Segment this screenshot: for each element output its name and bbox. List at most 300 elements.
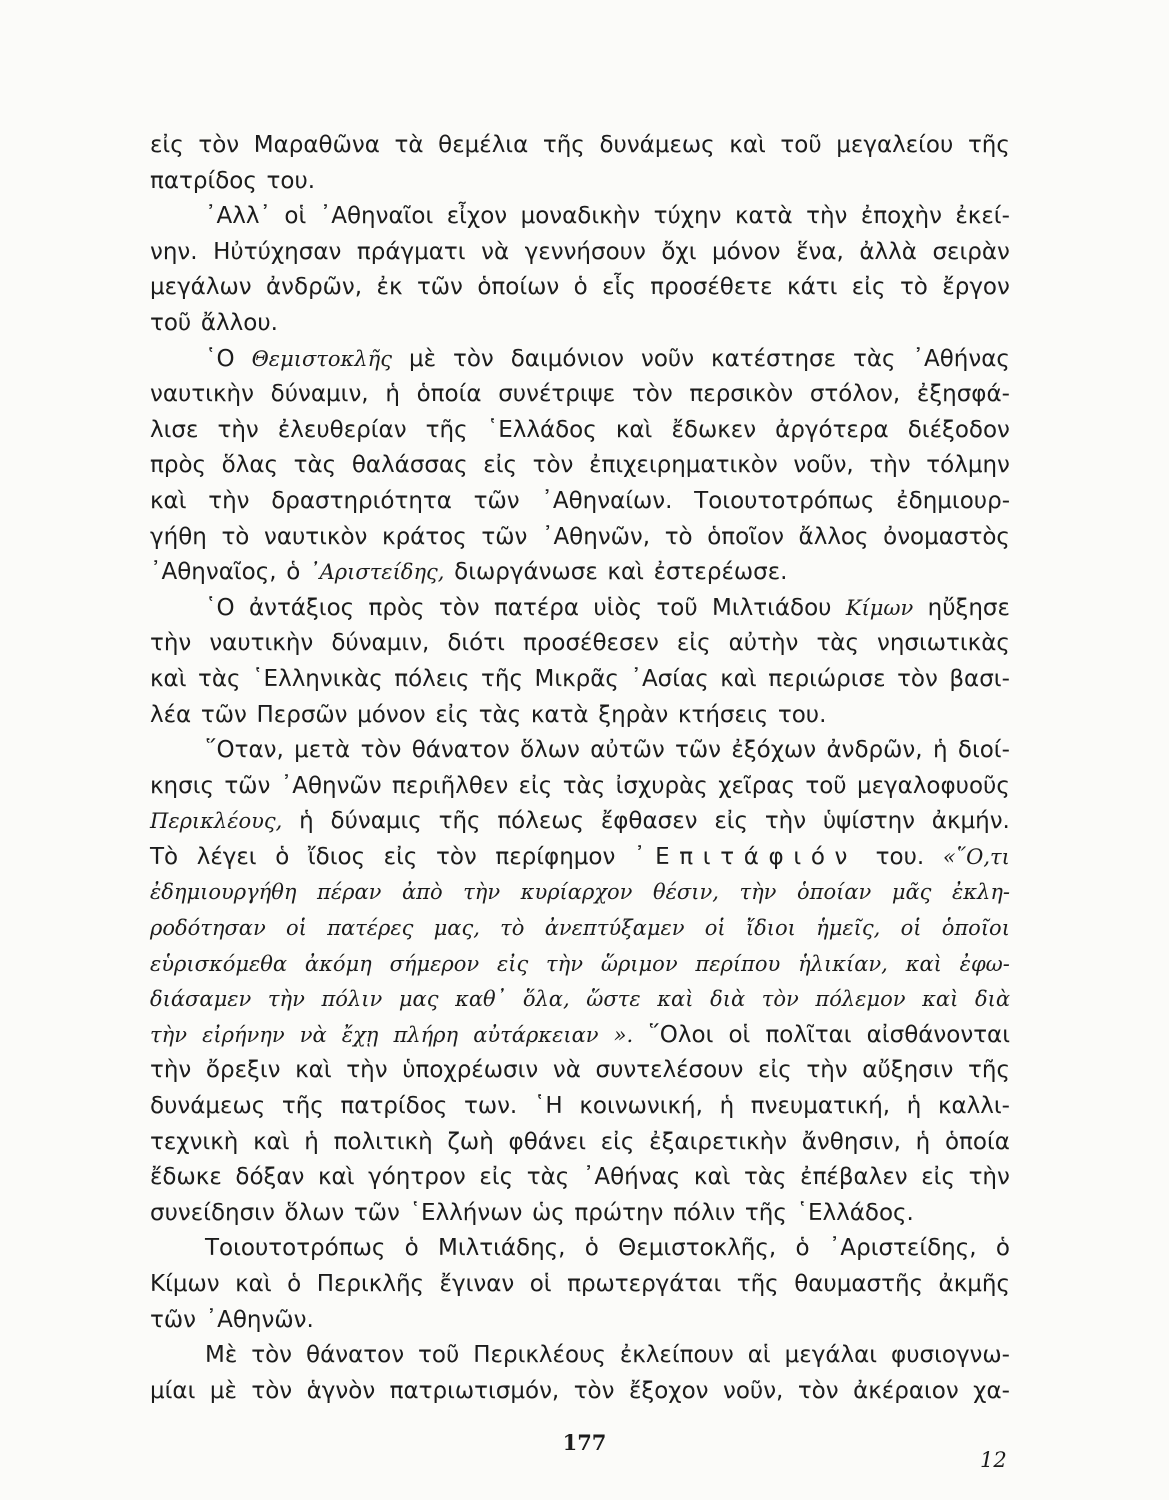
word: τὸν — [360, 737, 402, 764]
word: ὁποῖοι — [941, 916, 1010, 941]
word: θαλάσσας — [351, 452, 468, 479]
word: τὴν — [150, 1057, 192, 1084]
word: πόλεως — [497, 808, 585, 835]
word: εἰρήνην — [202, 1022, 285, 1047]
word: ζωὴ — [447, 1128, 494, 1155]
word: καὶ — [295, 1057, 332, 1084]
word: καθ᾿ — [455, 987, 507, 1012]
word: πρώτην — [574, 1199, 664, 1226]
word: ἐξόχων — [731, 737, 817, 764]
word: ἐδημιουργήθη — [150, 880, 297, 905]
word: καὶ — [693, 1164, 731, 1191]
word: καὶ — [318, 1164, 355, 1191]
word: διὰ — [974, 987, 1010, 1012]
word: ἁγνὸν — [306, 1377, 376, 1404]
word: ᾿Αθηναίων. — [541, 487, 673, 514]
word: εἰς — [676, 630, 711, 657]
word: ὥριμον — [600, 951, 678, 976]
word: θαυμαστῆς — [794, 1271, 924, 1297]
word: πνευματική, — [750, 1093, 891, 1120]
word: τὴν — [346, 1057, 388, 1084]
word: τῆς — [425, 416, 468, 443]
word: πολῖται — [765, 1021, 852, 1048]
word: τῶν — [224, 772, 271, 799]
word: εὑρισκόμεθα — [150, 951, 288, 976]
word: μὲ — [209, 1377, 237, 1404]
word: τὸ — [899, 274, 928, 301]
word: ὁ — [795, 1235, 810, 1262]
word: ». — [613, 1022, 634, 1047]
word: καὶ — [905, 951, 942, 976]
word: εἰς — [496, 951, 529, 976]
word: ῾Ελλάδος — [486, 416, 597, 443]
word: ᾿Αθηναῖος, — [150, 559, 277, 586]
word: δυνάμεως — [150, 1093, 266, 1120]
text-line — [150, 164, 1010, 200]
word: εἰς — [714, 808, 749, 835]
word: ὁ — [275, 843, 290, 870]
word: καὶ — [922, 987, 959, 1012]
word: αὐτάρκειαν — [473, 1022, 599, 1047]
word: του. — [777, 701, 827, 728]
word: μόνον — [357, 701, 426, 728]
word: τόλμην — [926, 452, 1010, 479]
word: λέα — [150, 701, 192, 728]
text-line — [150, 199, 1010, 235]
text-line — [150, 804, 1010, 840]
word: τὴν — [806, 203, 848, 230]
word: πόλεμον — [815, 987, 906, 1012]
word: ὑψίστην — [822, 808, 915, 835]
word: διὰ — [710, 987, 746, 1012]
word: εἰς — [758, 1057, 792, 1084]
word: κάτι — [787, 274, 838, 301]
word: ᾿Αθηνῶν — [280, 772, 382, 799]
word: ἐφω- — [959, 951, 1010, 976]
text-line — [150, 520, 1010, 556]
word: ἰσχυρὰς — [615, 772, 708, 799]
word: νοῦν — [640, 345, 695, 372]
word: ἡ — [304, 1128, 319, 1155]
word: ὁποῖον — [707, 523, 784, 550]
word: θάνατον — [411, 737, 510, 764]
word: τύχην — [653, 203, 722, 230]
text-line — [150, 484, 1010, 520]
word: ναυτικὴν — [150, 381, 254, 408]
word: οἱ — [286, 916, 307, 941]
word: θεμέλια — [438, 132, 529, 158]
word: ἄλλου. — [200, 309, 278, 336]
word: αὐτῶν — [590, 737, 665, 764]
word: μας — [398, 987, 439, 1012]
word: εἰς — [851, 274, 886, 301]
word: ἔξοχον — [628, 1377, 709, 1404]
word: χεῖρας — [718, 772, 795, 799]
word: τὸ — [500, 916, 525, 941]
word: Μαραθῶνα — [253, 132, 380, 158]
word: δύναμις — [330, 808, 422, 835]
word: πολιτικὴ — [333, 1128, 433, 1155]
word: ὁποίων — [477, 274, 560, 301]
word: Μὲ — [205, 1342, 238, 1369]
word: θέσιν, — [653, 880, 719, 905]
word: τὴν — [869, 452, 911, 479]
word: ναυτικὴν — [209, 630, 314, 657]
text-line — [150, 1160, 1010, 1196]
word: κατὰ — [530, 701, 589, 728]
word: πατρίδος — [340, 1093, 448, 1120]
word: ἀπὸ — [401, 880, 443, 905]
word: ξηρὰν — [598, 701, 669, 728]
word: οἱ — [704, 916, 726, 941]
word: τὴν — [764, 808, 807, 835]
text-line — [150, 840, 1010, 876]
word: κησις — [150, 772, 214, 799]
word: τὰ — [394, 132, 424, 158]
word: δύναμιν, — [270, 381, 369, 408]
word: εἰς — [383, 843, 418, 870]
word: πρὸς — [368, 594, 425, 621]
word: ἔδωκεν — [671, 416, 757, 443]
word: του. — [266, 167, 316, 194]
word: νὰ — [481, 238, 510, 265]
word: ᾿Αθηνῶν. — [205, 1306, 314, 1333]
word: καὶ — [253, 1128, 290, 1155]
page-number: 177 — [562, 1430, 607, 1455]
word: διωργάνωσε — [454, 559, 598, 586]
text-line — [150, 448, 1010, 484]
word: ἀκμήν. — [931, 808, 1010, 835]
word: τὸν — [435, 843, 477, 870]
word: ὅλων — [520, 737, 580, 764]
text-line — [150, 875, 1010, 911]
word: τῆς — [438, 808, 481, 835]
word: μεγάλων — [150, 274, 252, 301]
word: διάσαμεν — [150, 987, 252, 1012]
word: ἐδημιουρ- — [896, 487, 1010, 514]
word: τοῦ — [150, 309, 192, 336]
word: αὔξησιν — [862, 1057, 954, 1084]
word: πόλιν — [321, 987, 383, 1012]
word: τὰς — [816, 630, 859, 657]
word: ῞Οταν, — [205, 737, 284, 764]
word: τὰς — [562, 772, 606, 799]
word: τῶν — [675, 737, 722, 764]
word: συντελέσουν — [595, 1057, 744, 1084]
word: τὴν — [267, 987, 305, 1012]
word: τοῦ — [780, 132, 822, 158]
word: μοναδικὴν — [520, 203, 641, 230]
word: κοινωνική, — [579, 1093, 703, 1120]
word: οἱ — [284, 203, 307, 230]
word: διότι — [447, 630, 505, 657]
word: ὀνομαστὸς — [883, 523, 1010, 550]
word: υἱὸς — [593, 594, 643, 621]
word: Τοιουτοτρόπως — [205, 1235, 386, 1262]
word: ἡ — [915, 1128, 931, 1155]
word: τὰς — [293, 452, 337, 479]
word: εἰς — [150, 132, 184, 158]
word: τῶν — [150, 1306, 196, 1333]
word: ὄρεξιν — [205, 1057, 281, 1084]
word: μίαι — [150, 1377, 196, 1404]
word: πέραν — [317, 880, 382, 905]
word: κατέστησε — [711, 345, 837, 372]
word: τὸν — [573, 1377, 615, 1404]
word: εἰς — [600, 1128, 635, 1155]
word: φθάνει — [508, 1128, 586, 1155]
text-line — [150, 1053, 1010, 1089]
word: Τοιουτοτρόπως — [694, 487, 875, 514]
word: τὸν — [761, 987, 799, 1012]
text-line — [150, 377, 1010, 413]
word: ἔργον — [942, 274, 1010, 301]
word: τὴν — [463, 880, 501, 905]
word: νοῦν, — [722, 1377, 784, 1404]
word: καὶ — [615, 416, 653, 443]
word: λισε — [150, 416, 199, 443]
word: ἀκέραιον — [853, 1377, 959, 1404]
word: φυσιογνω- — [891, 1342, 1010, 1369]
word: Περικλῆς — [316, 1271, 425, 1297]
word: ἀνεπτύξαμεν — [544, 916, 685, 941]
word: πατέρα — [494, 594, 580, 621]
word: πατρίδος — [150, 167, 257, 194]
word: ῾Ο — [205, 345, 235, 372]
word: τὴν — [150, 1022, 187, 1047]
word: Μιλτιάδου — [712, 594, 832, 621]
word: τὴν — [968, 1164, 1010, 1191]
word: νησιωτικὰς — [877, 630, 1010, 657]
word: ἔφθασεν — [600, 808, 698, 835]
word: ᾿Επιτάφιόν — [633, 843, 858, 870]
word: ὡς — [532, 1199, 565, 1226]
word: τοῦ — [418, 1342, 460, 1369]
word: περίφημον — [495, 843, 616, 870]
word: περίπου — [695, 951, 781, 976]
word: ναυτικὸν — [263, 523, 368, 550]
word: ᾿Αθηνῶν, — [541, 523, 651, 550]
word: τὴν — [546, 951, 584, 976]
word: μεγαλείου — [836, 132, 954, 158]
word: ἡμεῖς, — [816, 916, 881, 941]
word: δαιμόνιον — [510, 345, 625, 372]
word: πρωτεργάται — [567, 1271, 722, 1297]
word: ὑποχρέωσιν — [402, 1057, 539, 1084]
word: καὶ — [657, 987, 694, 1012]
word: τὰς — [198, 665, 241, 692]
word: περιώρισε — [768, 665, 886, 692]
word: αὐτὴν — [728, 630, 799, 657]
word: Μιλτιάδης, — [438, 1235, 566, 1262]
word: τῶν — [473, 487, 520, 514]
word: γόητρον — [368, 1164, 466, 1191]
word: ὁποίαν — [797, 880, 872, 905]
word: τῆς — [481, 665, 523, 692]
word: ἐπέβαλεν — [800, 1164, 908, 1191]
word: εἰς — [479, 1164, 514, 1191]
word: τῆς — [281, 1093, 324, 1120]
word: των. — [463, 1093, 518, 1120]
word: ἡ — [385, 381, 400, 408]
text-line — [150, 1231, 1010, 1267]
word: ἡ — [299, 808, 314, 835]
word: συνέτριψε — [498, 381, 616, 408]
word: περιῆλθεν — [391, 772, 509, 799]
word: τὸν — [251, 1342, 293, 1369]
word: τοῦ — [805, 772, 847, 799]
word: εἷς — [602, 274, 636, 301]
word: Τὸ — [150, 843, 179, 870]
word: ἐστερέωσε. — [653, 559, 788, 586]
word: ροδότησαν — [150, 916, 266, 941]
word: τὸν — [897, 665, 938, 692]
word: τὸ — [221, 523, 250, 550]
word: ῾Ελλήνων — [409, 1199, 523, 1226]
word: πατριωτισμόν, — [389, 1377, 560, 1404]
word: χα- — [973, 1377, 1010, 1404]
word: ἐποχὴν — [860, 203, 942, 230]
word: Περικλέους — [473, 1342, 606, 1369]
word: κυρίαρχον — [520, 880, 633, 905]
text-line — [150, 947, 1010, 983]
text-line — [150, 1196, 1010, 1232]
word: ὥστε — [586, 987, 641, 1012]
word: γεννήσουν — [524, 238, 646, 265]
word: δυνάμεως — [599, 132, 715, 158]
word: ἴδιος — [307, 843, 366, 870]
text-line — [150, 626, 1010, 662]
word: ἐκλη- — [951, 880, 1010, 905]
text-line — [150, 270, 1010, 306]
text-line — [150, 1267, 1010, 1303]
text-line — [150, 698, 1010, 734]
word: γήθη — [150, 523, 207, 550]
word: οἱ — [728, 1021, 751, 1048]
word: Περικλέους, — [150, 809, 283, 834]
word: ὅλων — [284, 1199, 345, 1226]
word: ῾Η — [533, 1093, 563, 1120]
word: νὰ — [299, 1022, 327, 1047]
word: ἀνδρῶν, — [826, 737, 923, 764]
word: ἐπιχειρηματικὸν — [589, 452, 778, 479]
word: νὰ — [552, 1057, 581, 1084]
word: ἕνα, — [796, 238, 844, 265]
word: σειρὰν — [932, 238, 1010, 265]
word: μὲ — [408, 345, 437, 372]
word: ἐκ — [376, 274, 403, 301]
word: εἰς — [921, 1164, 955, 1191]
word: ᾿Αριστείδης, — [309, 560, 445, 585]
word: ὁποία — [416, 381, 482, 408]
word: καὶ — [150, 487, 187, 514]
text-line — [150, 733, 1010, 769]
word: τὸ — [664, 523, 693, 550]
word: τῆς — [967, 132, 1010, 158]
word: ὁποία — [944, 1128, 1010, 1155]
word: τὸν — [198, 132, 240, 158]
word: ᾿Αθήνας — [912, 345, 1010, 372]
word: καὶ — [235, 1271, 272, 1297]
word: τὴν — [150, 630, 192, 657]
word: ἐκεί- — [955, 203, 1010, 230]
word: τὸν — [532, 452, 574, 479]
word: ὁ — [995, 1235, 1010, 1262]
word: πόλεις — [394, 665, 470, 692]
word: προσέθεσεν — [522, 630, 659, 657]
word: θάνατον — [306, 1342, 405, 1369]
word: ὁ — [287, 1271, 302, 1297]
word: Θεμιστοκλῆς — [251, 346, 392, 371]
word: ὅλας — [221, 452, 279, 479]
word: τοῦ — [656, 594, 698, 621]
word: κράτος — [382, 523, 467, 550]
word: τὸν — [631, 381, 673, 408]
word: σήμερον — [389, 951, 480, 976]
word: μᾶς — [891, 880, 932, 905]
word: ᾿Αθήνας — [582, 1164, 681, 1191]
word: ηὔξησε — [927, 594, 1010, 621]
word: δραστηριότητα — [271, 487, 452, 514]
word: μας, — [433, 916, 480, 941]
text-line — [150, 306, 1010, 342]
text-line — [150, 1125, 1010, 1161]
word: ᾿Αλλ᾿ — [205, 203, 271, 230]
word: μετὰ — [294, 737, 351, 764]
word: βασι- — [949, 665, 1010, 692]
word: ἀκόμη — [304, 951, 372, 976]
word: συνείδησιν — [150, 1199, 275, 1226]
word: Θεμιστοκλῆς, — [618, 1235, 777, 1262]
word: ἀργότερα — [775, 416, 889, 443]
word: ἡ — [932, 737, 948, 764]
word: ὅλα, — [522, 987, 570, 1012]
word: ἀντάξιος — [248, 594, 355, 621]
text-line — [150, 769, 1010, 805]
word: ὁ — [404, 1235, 419, 1262]
word: ὁ — [584, 1235, 599, 1262]
word: ᾿Αριστείδης, — [828, 1235, 977, 1262]
word: πόλιν — [673, 1199, 736, 1226]
word: εἶχον — [446, 203, 508, 230]
word: ἐλευθερίαν — [277, 416, 407, 443]
word: τῶν — [200, 701, 247, 728]
word: Ηὐτύχησαν — [213, 238, 342, 265]
text-line — [150, 413, 1010, 449]
text-line — [150, 911, 1010, 947]
word: τῆς — [542, 132, 585, 158]
word: ἄλλος — [798, 523, 869, 550]
word: περσικὸν — [689, 381, 794, 408]
word: ἔγιναν — [439, 1271, 515, 1297]
word: ἐξησφά- — [916, 381, 1010, 408]
word: διοί- — [957, 737, 1010, 764]
word: ἀλλὰ — [859, 238, 917, 265]
word: καὶ — [720, 665, 757, 692]
word: τὰς — [744, 1164, 787, 1191]
text-line — [150, 591, 1010, 627]
word: Περσῶν — [256, 701, 348, 728]
text-line — [150, 662, 1010, 698]
text-line — [150, 1374, 1010, 1410]
word: ῾Ελληνικὰς — [252, 665, 383, 692]
word: τὴν — [217, 416, 259, 443]
word: πράγματι — [356, 238, 466, 265]
word: καὶ — [150, 665, 187, 692]
word: τὸν — [797, 1377, 839, 1404]
text-line — [150, 1089, 1010, 1125]
word: ἀκμῆς — [938, 1271, 1010, 1297]
